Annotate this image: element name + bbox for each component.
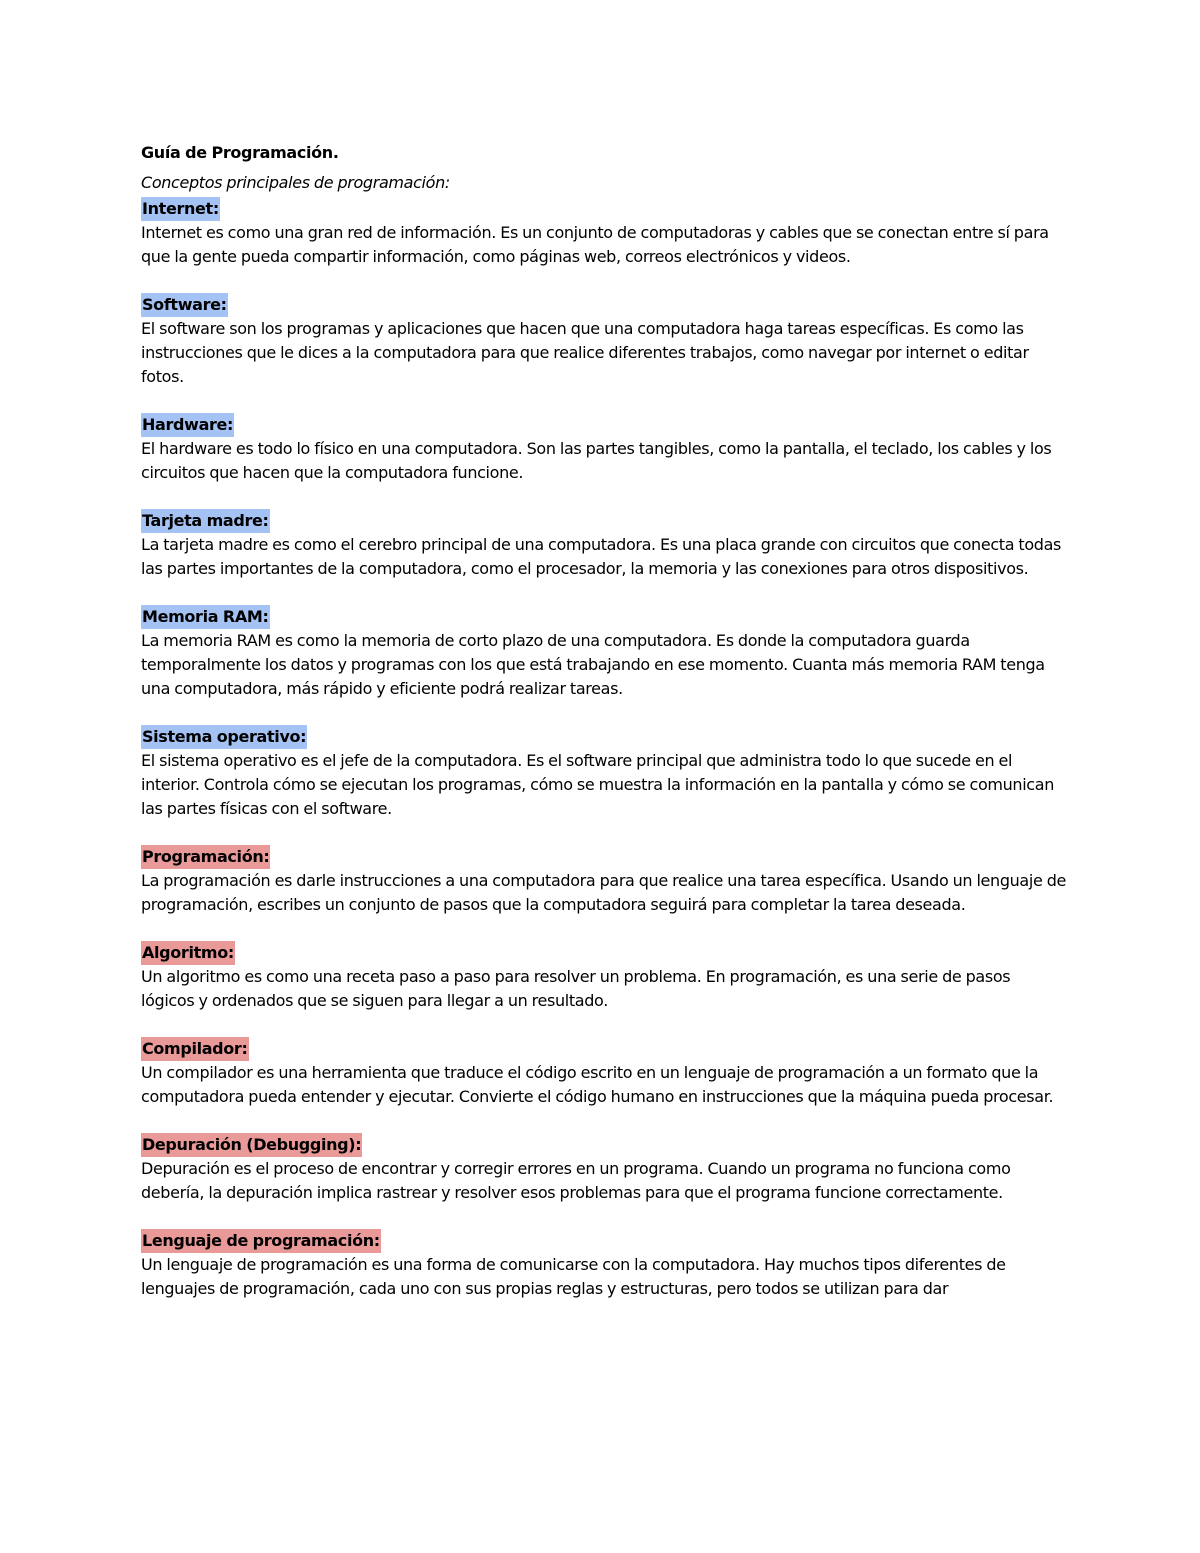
section-heading: Sistema operativo: bbox=[141, 725, 307, 749]
section-software bbox=[141, 293, 1066, 389]
section-body: Un algoritmo es como una receta paso a paso para resolver un problema. En programación, es una serie de pasos lógicos y ordenados que se siguen para llegar a un resultado. bbox=[141, 967, 1011, 1010]
section-heading: Depuración (Debugging): bbox=[141, 1133, 362, 1157]
document-page bbox=[141, 141, 1066, 1325]
document-subtitle: Conceptos principales de programación: bbox=[141, 173, 450, 192]
section-lenguaje-de-programacion bbox=[141, 1229, 1066, 1301]
section-body: La tarjeta madre es como el cerebro principal de una computadora. Es una placa grande con circuitos que conecta todas las partes importantes de la computadora, como el procesador, la memoria y las conexiones para otros dispositivos. bbox=[141, 535, 1062, 578]
section-body: El hardware es todo lo físico en una computadora. Son las partes tangibles, como la pantalla, el teclado, los cables y los circuitos que hacen que la computadora funcione. bbox=[141, 439, 1052, 482]
section-heading: Lenguaje de programación: bbox=[141, 1229, 381, 1253]
section-body: La memoria RAM es como la memoria de corto plazo de una computadora. Es donde la computadora guarda temporalmente los datos y programas con los que está trabajando en ese momento. Cuanta más memoria RAM tenga una computadora, más rápido y eficiente podrá realizar tareas. bbox=[141, 631, 1045, 698]
section-body: Un compilador es una herramienta que traduce el código escrito en un lenguaje de programación a un formato que la computadora pueda entender y ejecutar. Convierte el código humano en instrucciones que la máquina pueda procesar. bbox=[141, 1063, 1054, 1106]
section-heading: Software: bbox=[141, 293, 228, 317]
section-body: La programación es darle instrucciones a una computadora para que realice una tarea específica. Usando un lenguaje de programación, escribes un conjunto de pasos que la computadora seguirá para completar la tarea deseada. bbox=[141, 871, 1066, 914]
section-programacion bbox=[141, 845, 1066, 917]
section-heading: Internet: bbox=[141, 197, 220, 221]
section-heading: Algoritmo: bbox=[141, 941, 235, 965]
section-heading: Compilador: bbox=[141, 1037, 249, 1061]
section-hardware bbox=[141, 413, 1066, 485]
section-heading: Programación: bbox=[141, 845, 270, 869]
section-heading: Hardware: bbox=[141, 413, 234, 437]
section-heading: Tarjeta madre: bbox=[141, 509, 270, 533]
section-heading: Memoria RAM: bbox=[141, 605, 270, 629]
section-sistema-operativo bbox=[141, 725, 1066, 821]
document-title: Guía de Programación. bbox=[141, 143, 339, 162]
section-compilador bbox=[141, 1037, 1066, 1109]
section-body: Un lenguaje de programación es una forma de comunicarse con la computadora. Hay muchos tipos diferentes de lenguajes de programación, cada uno con sus propias reglas y estructuras, pero todos se utilizan para dar bbox=[141, 1255, 1006, 1298]
section-body: Depuración es el proceso de encontrar y corregir errores en un programa. Cuando un programa no funciona como debería, la depuración implica rastrear y resolver esos problemas para que el programa funcione correctamente. bbox=[141, 1159, 1011, 1202]
section-body: El software son los programas y aplicaciones que hacen que una computadora haga tareas específicas. Es como las instrucciones que le dices a la computadora para que realice diferentes trabajos, como navegar por internet o editar fotos. bbox=[141, 319, 1029, 386]
section-body: Internet es como una gran red de información. Es un conjunto de computadoras y cables que se conectan entre sí para que la gente pueda compartir información, como páginas web, correos electrónicos y videos. bbox=[141, 223, 1049, 266]
section-internet bbox=[141, 197, 1066, 269]
section-body: El sistema operativo es el jefe de la computadora. Es el software principal que administra todo lo que sucede en el interior. Controla cómo se ejecutan los programas, cómo se muestra la información en la pantalla y cómo se comunican las partes físicas con el software. bbox=[141, 751, 1055, 818]
section-memoria-ram bbox=[141, 605, 1066, 701]
section-tarjeta-madre bbox=[141, 509, 1066, 581]
section-depuracion bbox=[141, 1133, 1066, 1205]
section-algoritmo bbox=[141, 941, 1066, 1013]
